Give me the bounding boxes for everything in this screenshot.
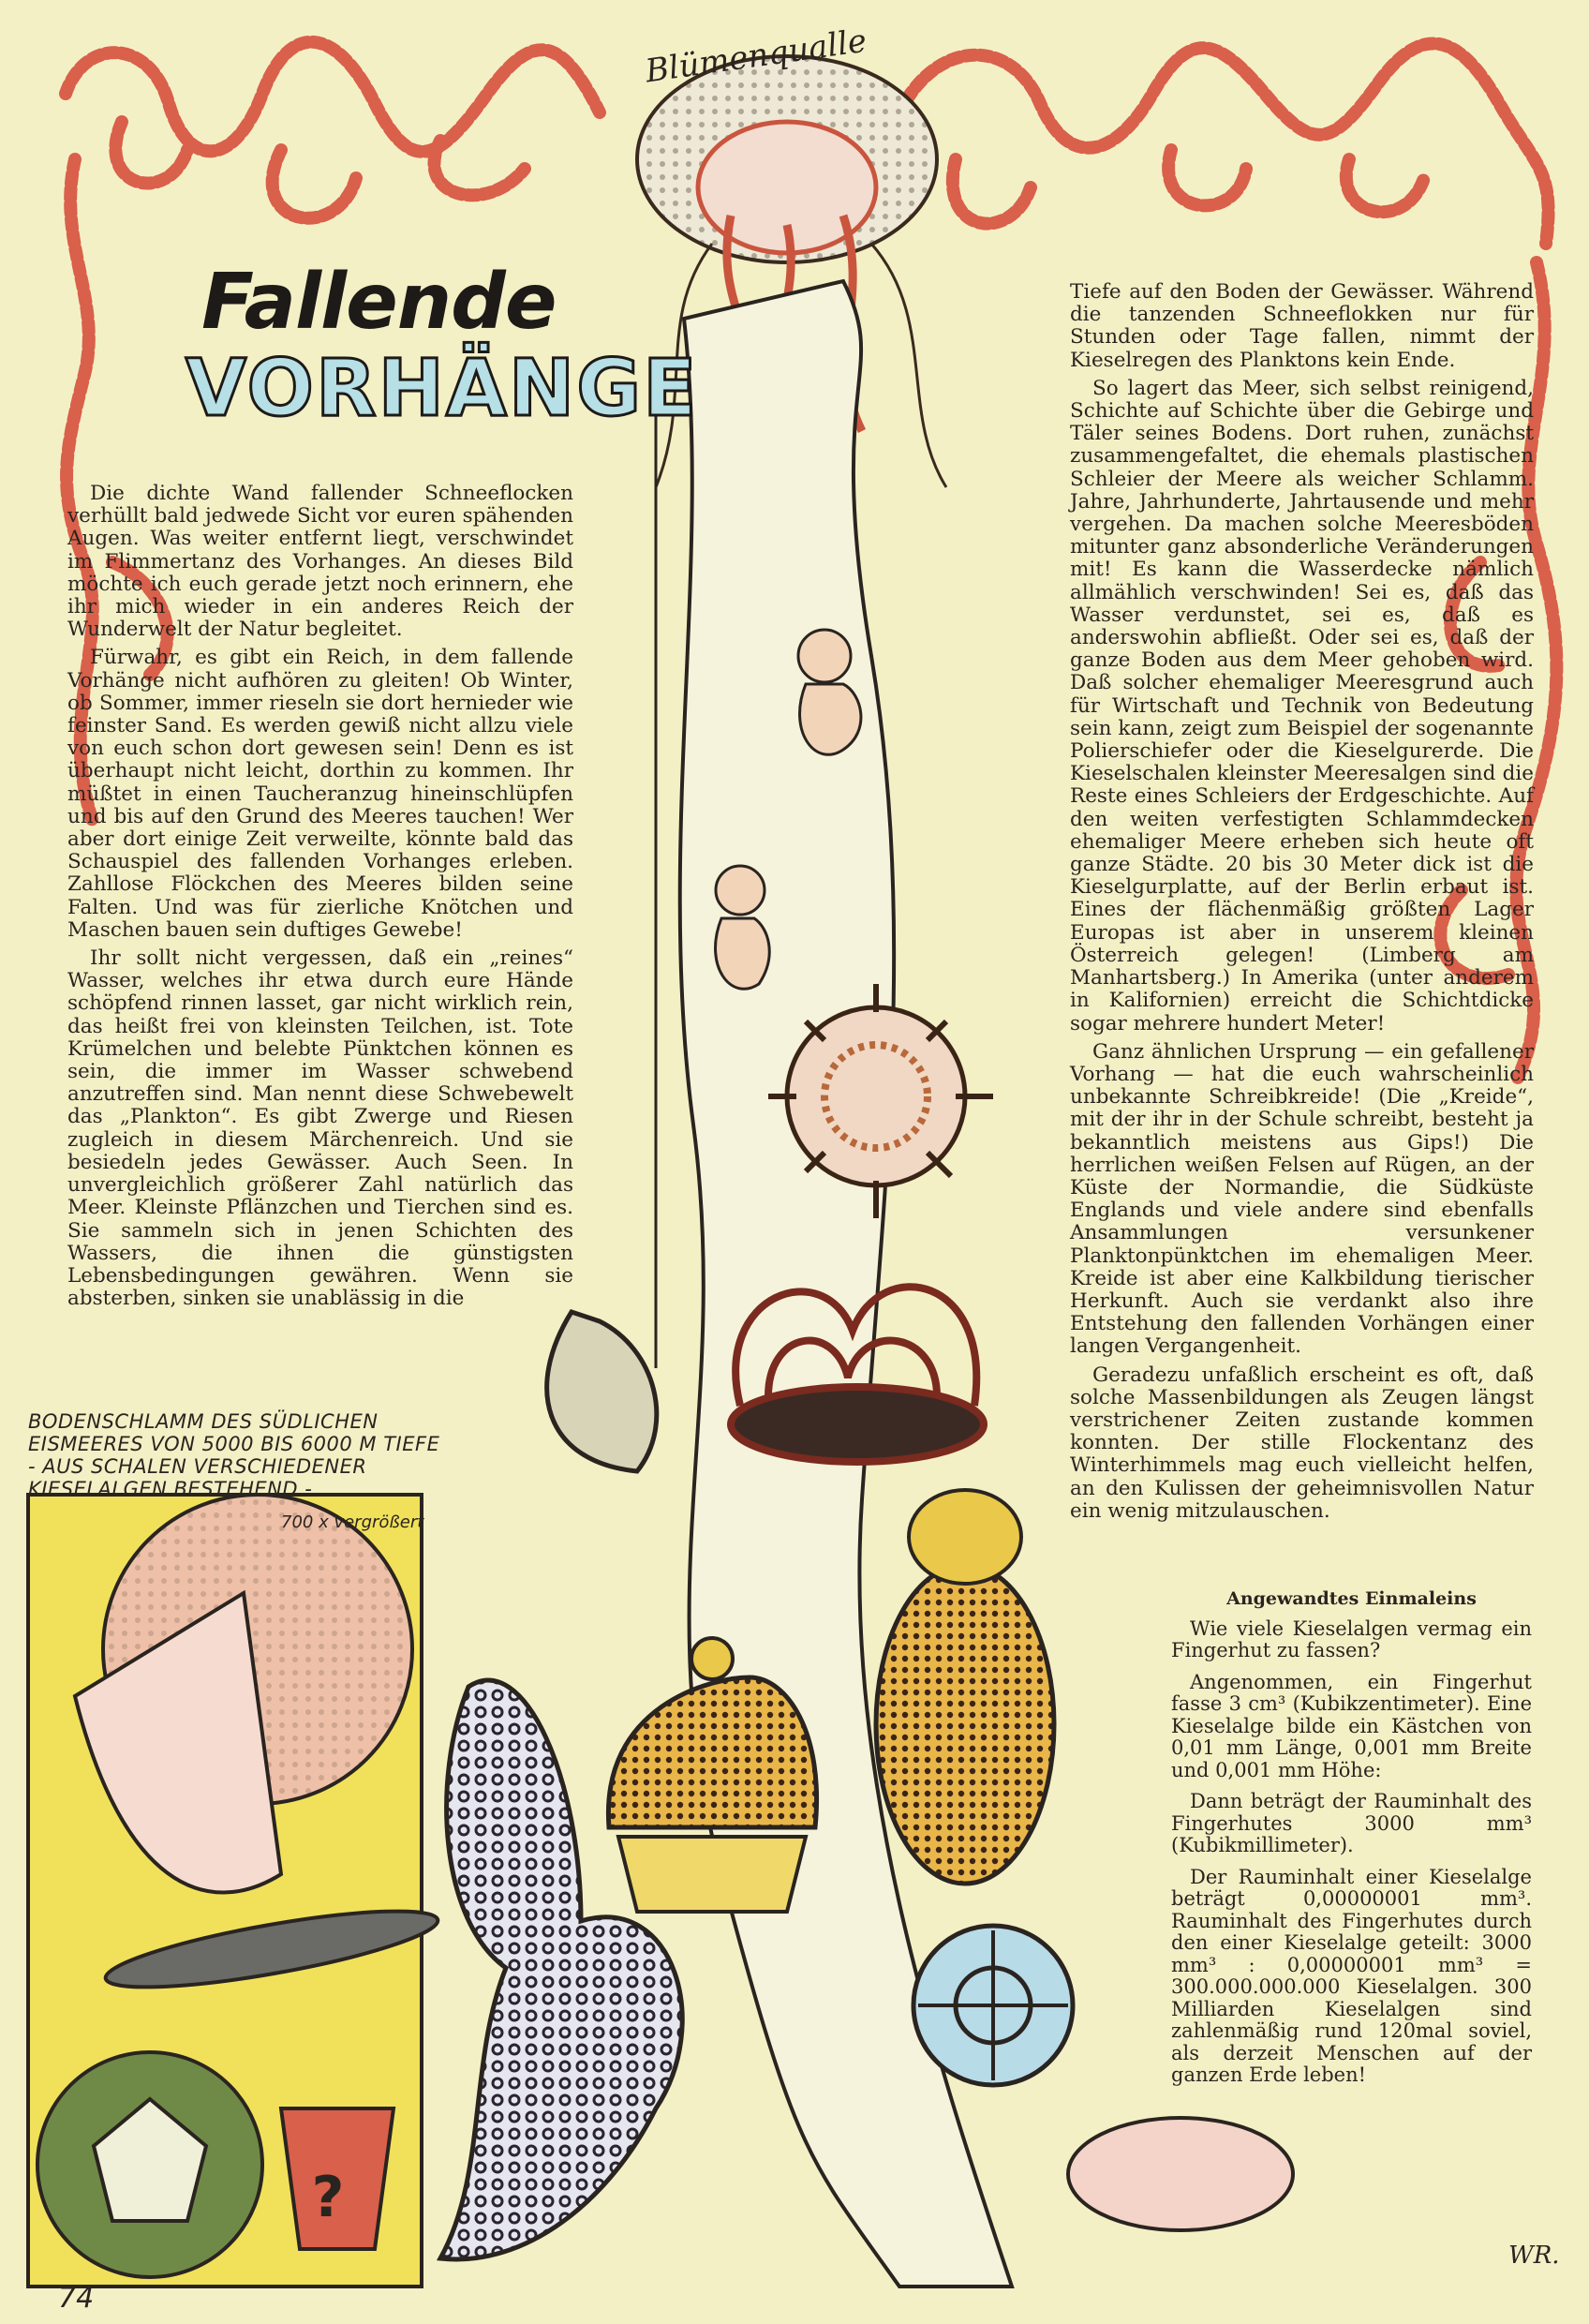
paragraph: So lagert das Meer, sich selbst reinigend, Schichte auf Schichte über die Gebirge und Täler seines Bodens. Dort ruhen, zunächst zusammengefaltet, die ehemals plastischen Schleier der Meere als weicher Schlamm. Jahre, Jahrhunderte, Jahrtausende und mehr vergehen. Da machen solche Meeresböden mitunter ganz absonderliche Veränderungen mit! Es kann die Wasserdecke nämlich allmählich verschwinden! Sei es, daß das Wasser verdunstet, sei es, daß es anderswohin abfließt. Oder sei es, daß der ganze Boden aus dem Meer gehoben wird. Daß solcher ehemaliger Meeresgrund auch für Wirtschaft und Technik von Bedeutung sein kann, zeigt zum Beispiel der sogenannte Polierschiefer oder die Kieselgurerde. Die Kieselschalen kleinster Meeresalgen sind die Reste eines Schleiers der Erdgeschichte. Auf den weiten verfestigten Schlammdecken ehemaliger Meere erheben sich heute oft ganze Städte. 20 bis 30 Meter dick ist die Kieselgurplatte, auf der Berlin erbaut ist. Eines der flächenmäßig größten Lager Europas ist aber in unserem kleinen Österreich gelegen! (Limberg am Manhartsberg.) In Amerika (unter anderem in Kalifornien) erreicht die Schichtdicke sogar mehrere hundert Meter! [1070,376,1534,1035]
paragraph: Die dichte Wand fallender Schneeflocken verhüllt bald jedwede Sicht vor euren spähenden Augen. Was weiter entfernt liegt, verschwindet im Flimmertanz des Vorhanges. An dieses Bild möchte ich euch gerade jetzt noch erinnern, ehe ihr mich wieder in ein anderes Reich der Wunderwelt der Natur begleitet. [67,482,573,642]
title-line-2: VORHÄNGE [186,342,699,434]
paragraph: Fürwahr, es gibt ein Reich, in dem fallende Vorhänge nicht aufhören zu gleiten! Ob Winter, ob Sommer, immer rieseln sie dort hernieder wie feinster Sand. Es werden gewiß nicht allzu viele von euch schon dort gewesen sein! Denn es ist überhaupt nicht leicht, dorthin zu kommen. Ihr müßtet in einen Taucheranzug hineinschlüpfen und bis auf den Grund des Meeres tauchen! Wer aber dort einige Zeit verweilte, könnte bald das Schauspiel des fallenden Vorhanges erleben. Zahllose Flöckchen des Meeres bilden seine Falten. Und was für zierliche Knötchen und Maschen bauen sein duftiges Gewebe! [67,646,573,942]
artist-signature: WR. [1508,2242,1560,2270]
thorny-shell-drawing [547,1312,657,1471]
inset-caption: BODENSCHLAMM DES SÜDLICHEN EISMEERES VON 5000 BIS 6000 M TIEFE - AUS SCHALEN VERSCHIEDENER KIESELALGEN BESTEHEND - [28,1410,440,1500]
sidebar-heading: Angewandtes Einmaleins [1226,1588,1477,1609]
illustration-label: Blümenqualle [643,22,869,91]
sidebar-paragraph: Wie viele Kieselalgen vermag ein Fingerhut zu fassen? [1171,1616,1532,1661]
vase-diatom-drawing [876,1490,1054,1884]
bottom-shell-drawing [1068,2118,1293,2230]
left-text-column [67,483,573,1316]
page-number: 74 [58,2282,95,2315]
paragraph: Geradezu unfaßlich erscheint es oft, daß solche Massenbildungen als Zeugen längst verstrichener Zeiten zustande kommen konnten. Der stille Flockentanz des Winterhimmels mag euch vielleicht helfen, an den Kulissen der geheimnisvollen Natur ein wenig mitzulauschen. [1070,1363,1534,1523]
magnification-label: 700 x vergrößert [281,1512,424,1532]
sidebar-paragraph: Angenommen, ein Fingerhut fasse 3 cm³ (Kubikzentimeter). Eine Kieselalge bilde ein Kästchen von 0,01 mm Länge, 0,001 mm Breite und 0,001 mm Höhe: [1171,1670,1532,1781]
blue-radiolarian-drawing [913,1926,1073,2085]
paragraph: Ganz ähnlichen Ursprung — ein gefallener Vorhang — hat die euch wahrscheinlich unbekannte Schreibkreide! (Die „Kreide“, mit der ihr in der Schule schreibt, besteht ja bekanntlich meistens aus Gips!) Die herrlichen weißen Felsen auf Rügen, an der Küste der Normandie, die Südküste Englands und viele andere sind ebenfalls Ansammlungen versunkener Planktonpünktchen im ehemaligen Meer. Kreide ist aber eine Kalkbildung tierischer Herkunft. Auch sie verdankt also ihre Entstehung den fallenden Vorhängen einer langen Vergangenheit. [1070,1039,1534,1359]
sidebar-paragraph: Der Rauminhalt einer Kieselalge beträgt 0,00000001 mm³. Rauminhalt des Fingerhutes durch den einer Kieselalge geteilt: 3000 mm³ : 0,00000001 mm³ = 300.000.000.000 Kieselalgen. 300 Milliarden Kieselalgen sind zahlenmäßig rund 120mal soviel, als derzeit Menschen auf der ganzen Erde leben! [1171,1865,1532,2086]
svg-text:?: ? [311,2165,345,2230]
title-line-1: Fallende [201,258,557,347]
math-sidebar [1171,1588,1532,2096]
right-text-column [1070,281,1534,1528]
paragraph: Tiefe auf den Boden der Gewässer. Während die tanzenden Schneeflokken nur für Stunden oder Tage fallen, nimmt der Kieselregen des Planktons kein Ende. [1070,280,1534,372]
paragraph: Ihr sollt nicht vergessen, daß ein „reines“ Wasser, welches ihr etwa durch eure Hände schöpfend rinnen lasset, gar nicht wirklich rein, das heißt frei von kleinsten Teilchen, ist. Tote Krümelchen und belebte Pünktchen können es sein, die immer im Wasser schwebend anzutreffen sind. Man nennt diese Schwebewelt das „Plankton“. Es gibt Zwerge und Riesen zugleich in diesem Märchenreich. Und sie besiedeln jedes Gewässer. Auch Seen. In unvergleichlich größerer Zahl natürlich das Meer. Kleinste Pflänzchen und Tierchen sind es. Sie sammeln sich in jenen Schichten des Wassers, die ihnen die günstigsten Lebensbedingungen gewähren. Wenn sie absterben, sinken sie unablässig in die [67,946,573,1311]
sidebar-paragraph: Dann beträgt der Rauminhalt des Fingerhutes 3000 mm³ (Kubikmillimeter). [1171,1790,1532,1856]
